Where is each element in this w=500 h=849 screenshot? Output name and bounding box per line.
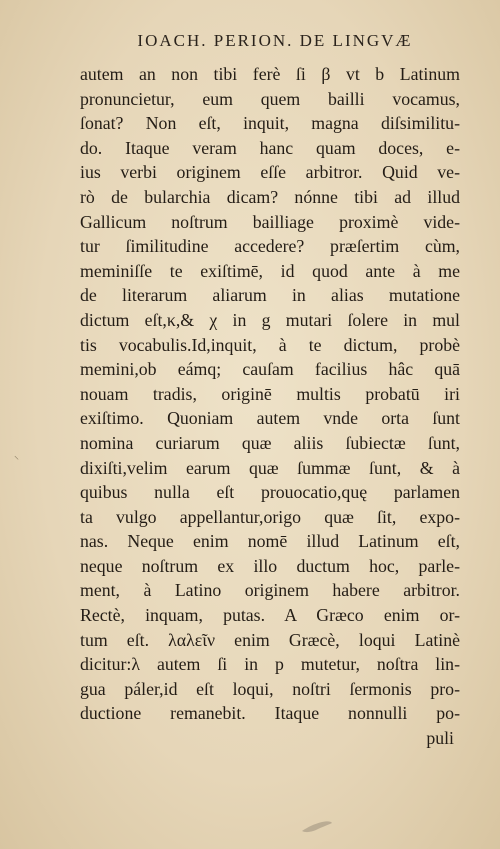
text-line: ſonat? Non eſt, inquit, magna diſsimilitu- xyxy=(80,113,460,134)
text-line: tur ſimilitudine accedere? præſertim cùm, xyxy=(80,236,460,257)
text-line: Gallicum noſtrum bailliage proximè vide- xyxy=(80,211,460,232)
ink-stain xyxy=(300,818,334,834)
text-line: ment, à Latino originem habere arbitror. xyxy=(80,580,460,601)
text-line: ta vulgo appellantur,origo quæ ſit, expo- xyxy=(80,506,460,527)
text-line: nas. Neque enim nomē illud Latinum eſt, xyxy=(80,531,460,552)
text-line: quibus nulla eſt prouocatio,quę parlamen xyxy=(80,482,460,503)
text-line: dicitur:λ autem ſi in p mutetur, noſtra lin- xyxy=(80,654,460,675)
running-head: IOACH. PERION. DE LINGVÆ xyxy=(137,31,413,50)
body-text xyxy=(80,62,460,751)
text-line: dixiſti,velim earum quæ ſummæ ſunt, & à xyxy=(80,457,460,478)
text-line: neque noſtrum ex illo ductum hoc, parle- xyxy=(80,555,460,576)
text-line: nomina curiarum quæ aliis ſubiectæ ſunt, xyxy=(80,432,460,453)
text-line: Rectè, inquam, putas. A Græco enim or- xyxy=(80,605,460,626)
text-line: pronuncietur, eum quem bailli vocamus, xyxy=(80,88,460,109)
text-line: do. Itaque veram hanc quam doces, e- xyxy=(80,137,460,158)
text-line: autem an non tibi ferè ſi β vt b Latinum xyxy=(80,64,460,84)
text-line: de literarum aliarum in alias mutatione xyxy=(80,285,460,306)
text-line: tis vocabulis.Id,inquit, à te dictum, probè xyxy=(80,334,460,355)
text-line: rò de bularchia dicam? nónne tibi ad illud xyxy=(80,186,460,207)
text-line: memini,ob eámq; cauſam facilius hâc quā xyxy=(80,359,460,380)
text-line: ductione remanebit. Itaque nonnulli po- xyxy=(80,703,460,724)
text-line: dictum eſt,κ,& χ in g mutari ſolere in mul xyxy=(80,309,460,330)
margin-mark: ⸌ xyxy=(14,455,19,466)
text-line: exiſtimo. Quoniam autem vnde orta ſunt xyxy=(80,408,460,429)
text-line: gua páler,id eſt loqui, noſtri ſermonis pro- xyxy=(80,678,460,699)
text-line: meminiſſe te exiſtimē, id quod ante à me xyxy=(80,260,460,281)
text-line: nouam tradis, originē multis probatū iri xyxy=(80,383,460,404)
text-line: ius verbi originem eſſe arbitror. Quid ve- xyxy=(80,162,460,183)
text-line: tum eſt. λαλεῖν enim Græcè, loqui Latinè xyxy=(80,629,460,650)
catchword: puli xyxy=(426,728,454,749)
